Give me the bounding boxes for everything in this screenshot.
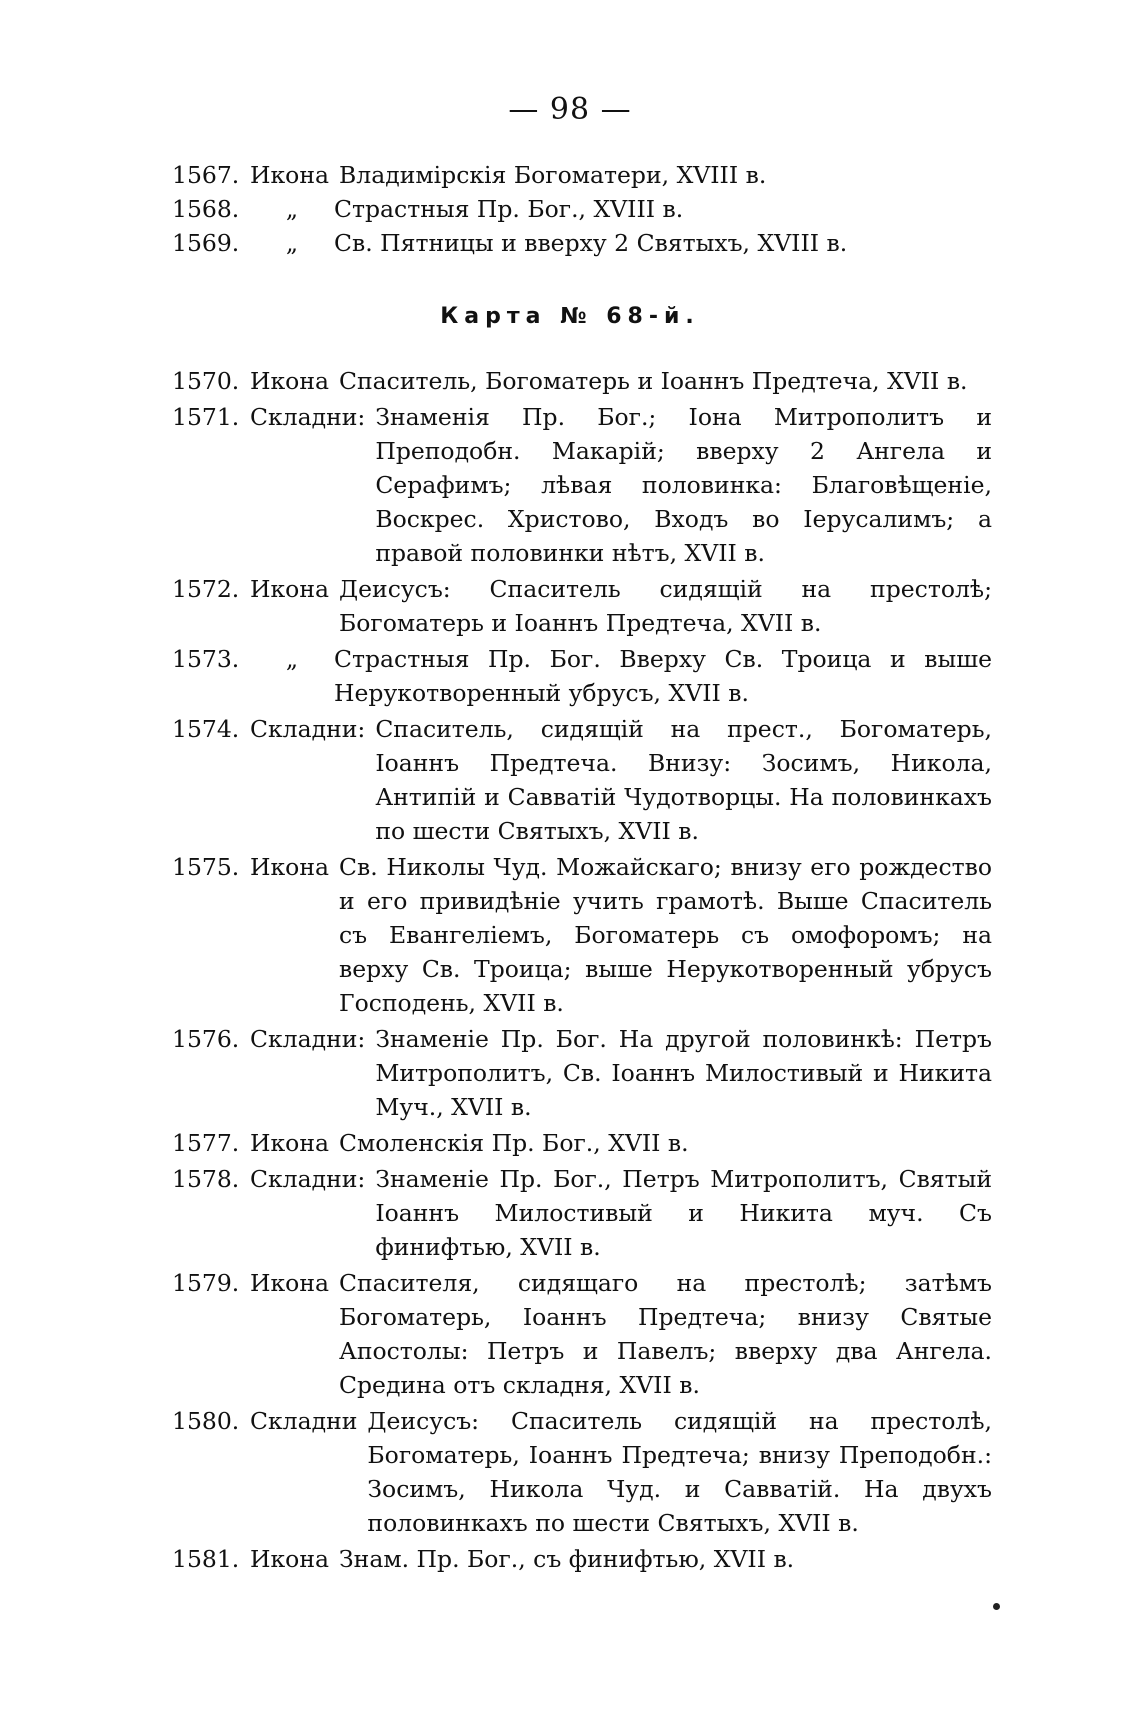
entry-1570	[172, 364, 992, 398]
entry-number: 1567.	[172, 161, 240, 189]
entry-number: 1575.	[172, 853, 240, 881]
entry-label: Складни	[250, 1407, 358, 1435]
ditto-mark: „	[285, 645, 299, 673]
entry-1577	[172, 1126, 992, 1160]
entry-number: 1577.	[172, 1129, 240, 1157]
entry-label: Складни:	[250, 1025, 366, 1053]
entry-label: Икона	[250, 161, 330, 189]
entry-1578	[172, 1162, 992, 1264]
entry-text: Спаситель, сидящій на прест., Богоматерь, Іоаннъ Предтеча. Внизу: Зосимъ, Никола, Антипій и Савватій Чудотворцы. На половинкахъ по шести Святыхъ, XVII в.	[375, 715, 992, 845]
entry-label: Складни:	[250, 1165, 366, 1193]
entry-label: Складни:	[250, 715, 366, 743]
entry-number: 1572.	[172, 575, 240, 603]
entry-text: Страстныя Пр. Бог. Вверху Св. Троица и выше Нерукотворенный убрусъ, XVII в.	[334, 645, 992, 707]
entry-number: 1580.	[172, 1407, 240, 1435]
entry-text: Деисусъ: Спаситель сидящій на престолѣ; Богоматерь и Іоаннъ Предтеча, XVII в.	[339, 575, 992, 637]
entry-label: Икона	[250, 1269, 330, 1297]
entry-number: 1579.	[172, 1269, 240, 1297]
entry-label: Складни:	[250, 403, 366, 431]
entry-text: Знаменіе Пр. Бог., Петръ Митрополитъ, Святый Іоаннъ Милостивый и Никита муч. Съ финифтью, XVII в.	[375, 1165, 992, 1261]
entry-text: Св. Николы Чуд. Можайскаго; внизу его рождество и его привидѣніе учить грамотѣ. Выше Спаситель съ Евангеліемъ, Богоматерь съ омофоромъ; на верху Св. Троица; выше Нерукотворенный убрусъ Господень, XVII в.	[339, 853, 992, 1017]
ditto-mark: „	[285, 229, 299, 257]
entry-1575	[172, 850, 992, 1020]
entry-1574	[172, 712, 992, 848]
entry-label: Икона	[250, 367, 330, 395]
entry-number: 1574.	[172, 715, 240, 743]
entry-1579	[172, 1266, 992, 1402]
main-entries	[172, 364, 992, 1578]
entry-label: Икона	[250, 1545, 330, 1573]
entry-1576	[172, 1022, 992, 1124]
entry-number: 1571.	[172, 403, 240, 431]
entry-1572	[172, 572, 992, 640]
entry-number: 1581.	[172, 1545, 240, 1573]
entry-text: Знаменіе Пр. Бог. На другой половинкѣ: Петръ Митрополитъ, Св. Іоаннъ Милостивый и Никита Муч., XVII в.	[375, 1025, 992, 1121]
entry-text: Спасителя, сидящаго на престолѣ; затѣмъ Богоматерь, Іоаннъ Предтеча; внизу Святые Апостолы: Петръ и Павелъ; вверху два Ангела. Средина отъ складня, XVII в.	[339, 1269, 992, 1399]
entry-text: Смоленскія Пр. Бог., XVII в.	[339, 1129, 689, 1157]
entry-label: Икона	[250, 853, 330, 881]
entry-number: 1569.	[172, 229, 240, 257]
entry-1569	[172, 226, 992, 260]
entry-text: Знаменія Пр. Бог.; Іона Митрополитъ и Преподобн. Макарій; вверху 2 Ангела и Серафимъ; лѣвая половинка: Благовѣщеніе, Воскрес. Христово, Входъ во Іерусалимъ; а правой половинки нѣтъ, XVII в.	[375, 403, 992, 567]
entry-text: Св. Пятницы и вверху 2 Святыхъ, XVIII в.	[334, 229, 848, 257]
top-entries	[172, 158, 992, 260]
entry-number: 1576.	[172, 1025, 240, 1053]
entry-1567	[172, 158, 992, 192]
entry-text: Деисусъ: Спаситель сидящій на престолѣ, Богоматерь, Іоаннъ Предтеча; внизу Преподобн.: Зосимъ, Никола Чуд. и Савватій. На двухъ половинкахъ по шести Святыхъ, XVII в.	[367, 1407, 992, 1537]
entry-1581	[172, 1542, 992, 1576]
map-heading: Карта № 68-й.	[440, 304, 700, 329]
entry-1568	[172, 192, 992, 226]
page-number: — 98 —	[508, 92, 632, 127]
entry-text: Знам. Пр. Бог., съ финифтью, XVII в.	[339, 1545, 795, 1573]
entry-1571	[172, 400, 992, 570]
entry-1573	[172, 642, 992, 710]
entry-label: Икона	[250, 575, 330, 603]
entry-number: 1568.	[172, 195, 240, 223]
entry-number: 1578.	[172, 1165, 240, 1193]
entry-1580	[172, 1404, 992, 1540]
entry-number: 1573.	[172, 645, 240, 673]
entry-text: Страстныя Пр. Бог., XVIII в.	[334, 195, 684, 223]
entry-text: Спаситель, Богоматерь и Іоаннъ Предтеча, XVII в.	[339, 367, 968, 395]
entry-label: Икона	[250, 1129, 330, 1157]
print-speck	[993, 1603, 1000, 1610]
entry-text: Владимірскія Богоматери, XVIII в.	[339, 161, 767, 189]
ditto-mark: „	[285, 195, 299, 223]
entry-number: 1570.	[172, 367, 240, 395]
